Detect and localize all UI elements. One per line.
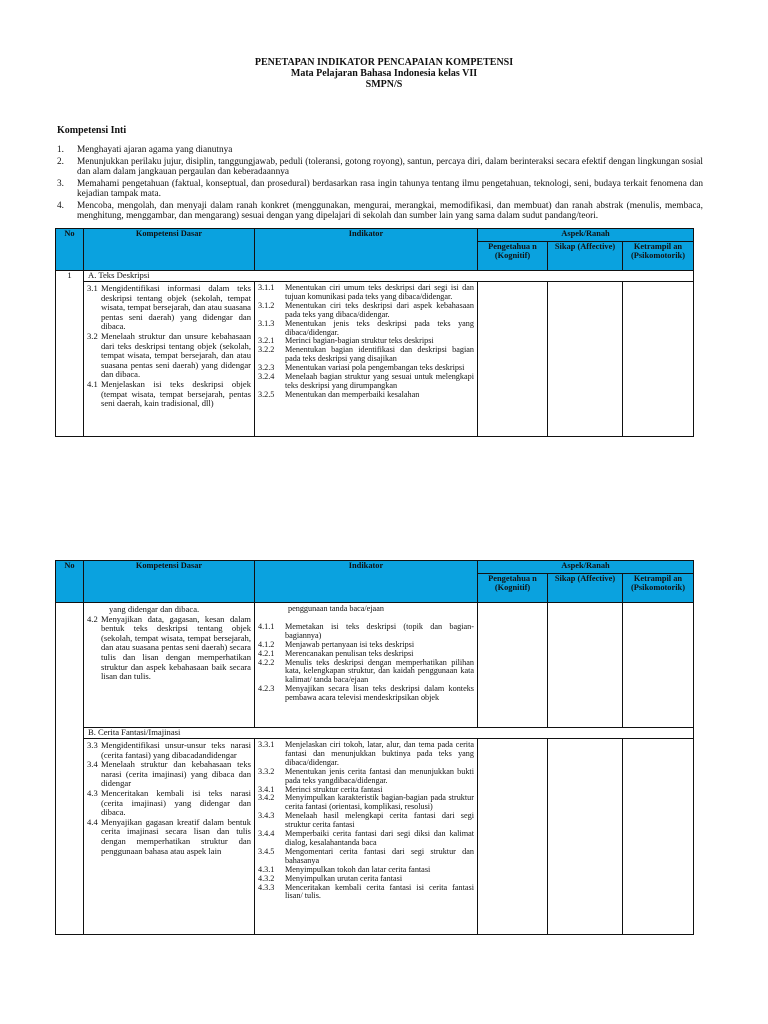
kd-number: 3.2 (87, 330, 98, 341)
ind-text: Merinci bagian-bagian struktur teks deskripsi (285, 336, 434, 346)
keterampilan-cell (623, 282, 694, 437)
ind-text: Menyimpulkan urutan cerita fantasi (285, 873, 403, 883)
header-indikator: Indikator (255, 229, 478, 271)
ind-number: 4.2.2 (258, 657, 275, 667)
kompetensi-dasar-cell (84, 603, 255, 728)
kompetensi-inti-item (57, 157, 703, 178)
kd-text: Menyajikan data, gagasan, kesan dalam bentuk teks deskripsi tentang objek (sekolah, tempat wisata, tempat bersejarah, dan atau suasana pentas seni daerah) secara tulis dan lisan dengan memperhatikan struktur dan aspek kebahasaan baik secara lisan dan tulis. (101, 613, 251, 682)
kd-item (87, 741, 251, 760)
ind-number: 3.1.3 (258, 318, 275, 328)
ind-continuation: penggunaan tanda baca/ejaan (288, 604, 384, 613)
kd-number: 3.3 (87, 740, 98, 750)
document-header (0, 57, 768, 90)
kd-text: Menelaah struktur dan unsure kebahasaan dari teks deskripsi tentang objek (sekolah, tempat wisata, tempat bersejarah, dan atau suasana pentas seni daerah) yang didengar dan dibaca. (101, 330, 251, 380)
kd-item (87, 332, 251, 380)
ind-number: 4.2.1 (258, 648, 275, 658)
indikator-cell (255, 603, 478, 728)
kd-item (87, 284, 251, 332)
ind-number: 4.2.3 (258, 684, 275, 694)
document-title: PENETAPAN INDIKATOR PENCAPAIAN KOMPETENSI (254, 57, 514, 68)
indikator-item (258, 848, 474, 866)
keterampilan-cell (623, 739, 694, 935)
ki-number: 2. (57, 156, 64, 167)
ind-text: Menyimpulkan tokoh dan latar cerita fantasi (285, 864, 431, 874)
indikator-item (258, 812, 474, 830)
ind-text: Menelaah bagian struktur yang sesuai untuk melengkapi teks deskripsi yang dirumpangkan (285, 372, 474, 390)
kd-item (87, 760, 251, 789)
ki-text: Memahami pengetahuan (faktual, konseptual, dan prosedural) berdasarkan rasa ingin tahunya tentang ilmu pengetahuan, teknologi, seni, budaya terkait fenomena dan kejadian tampak mata. (77, 178, 703, 199)
kompetensi-dasar-cell (84, 282, 255, 437)
indikator-cell (255, 739, 478, 935)
header-aspek-ranah: Aspek/Ranah (478, 561, 694, 574)
ki-text: Mencoba, mengolah, dan menyaji dalam ranah konkret (menggunakan, mengurai, merangkai, memodifikasi, dan membuat) dan ranah abstrak (menulis, membaca, menghitung, menggambar, dan mengarang) sesuai dengan yang dipelajari di sekolah dan sumber lain yang sama dalam sudut pandang/teori. (77, 200, 703, 221)
indikator-item (258, 373, 474, 391)
kd-number: 4.1 (87, 378, 98, 389)
header-no: No (56, 561, 84, 603)
ind-number: 4.3.2 (258, 873, 275, 883)
kd-number: 4.4 (87, 816, 98, 827)
kompetensi-inti-title: Kompetensi Inti (57, 125, 127, 136)
kd-text: Menyajikan gagasan kreatif dalam bentuk cerita imajinasi secara lisan dan tulis dengan memperhatikan struktur dan penggunaan bahasa atau aspek lain (101, 816, 251, 856)
ind-number: 3.4.4 (258, 829, 275, 839)
indikator-cell (255, 282, 478, 437)
indikator-item (258, 659, 474, 686)
indicator-table-1 (55, 228, 694, 437)
kompetensi-dasar-cell (84, 739, 255, 935)
ind-number: 3.3.1 (258, 740, 275, 749)
header-indikator: Indikator (255, 561, 478, 603)
ind-text: Menelaah hasil melengkapi cerita fantasi dari segi struktur cerita fantasi (285, 811, 474, 830)
kd-number: 3.4 (87, 759, 98, 770)
indikator-item (258, 284, 474, 302)
indikator-item (258, 794, 474, 812)
ind-text: Menyimpulkan karakteristik bagian-bagian pada struktur cerita fantasi (orientasi, komplikasi, resolusi) (285, 793, 474, 812)
indikator-item (258, 302, 474, 320)
ind-text: Menentukan jenis teks deskripsi pada teks yang dibaca/didengar. (285, 318, 474, 337)
ki-text: Menghayati ajaran agama yang dianutnya (77, 145, 233, 155)
sikap-cell (548, 739, 623, 935)
kompetensi-inti-item (57, 145, 703, 156)
indikator-item (258, 623, 474, 641)
kd-number: 4.2 (87, 613, 98, 624)
indikator-item (258, 346, 474, 364)
kd-text: Menceritakan kembali isi teks narasi (cerita imajinasi) yang didengar dan dibaca. (101, 787, 251, 818)
indikator-item (258, 320, 474, 338)
ind-text: Menyajikan secara lisan teks deskripsi dalam konteks pembawa acara televisi mendeskripsikan objek (285, 684, 474, 703)
ki-number: 3. (57, 178, 64, 189)
ind-number: 4.1.2 (258, 639, 275, 649)
document-school: SMPN/S (365, 79, 403, 90)
ind-text: Mengomentari cerita fantasi dari segi struktur dan bahasanya (285, 846, 474, 865)
header-kompetensi-dasar: Kompetensi Dasar (84, 229, 255, 271)
ind-text: Merencanakan penulisan teks deskripsi (285, 648, 414, 658)
indikator-item (258, 741, 474, 768)
header-keterampilan: Ketrampil an (Psikomotorik) (623, 242, 694, 271)
ind-number: 3.3.2 (258, 766, 275, 776)
header-sikap: Sikap (Affective) (548, 242, 623, 271)
ind-text: Menentukan jenis cerita fantasi dan menunjukkan bukti pada teks yangdibaca/didengar. (285, 766, 474, 785)
ind-text: Menjelaskan ciri tokoh, latar, alur, dan tema pada cerita fantasi dan menunjukkan buktinya pada teks yang dibaca/didengar. (285, 740, 474, 767)
ind-text: Menceritakan kembali cerita fantasi isi cerita fantasi lisan/ tulis. (285, 882, 474, 901)
header-pengetahuan: Pengetahua n (Kognitif) (478, 242, 548, 271)
section-label: A. Teks Deskripsi (84, 271, 694, 282)
kd-number: 4.3 (87, 787, 98, 798)
ind-number: 3.2.2 (258, 345, 275, 355)
indicator-table-2 (55, 560, 694, 935)
kd-number: 3.1 (87, 283, 98, 293)
indikator-item (258, 884, 474, 902)
ind-number: 3.1.2 (258, 300, 275, 310)
ki-number: 1. (57, 145, 64, 155)
row-number (56, 603, 84, 935)
pengetahuan-cell (478, 739, 548, 935)
row-number: 1 (56, 271, 84, 437)
ind-text: Menentukan bagian identifikasi dan deskripsi bagian pada teks deskripsi yang disajikan (285, 345, 474, 364)
ind-text: Menjawab pertanyaan isi teks deskripsi (285, 639, 415, 649)
kd-item (87, 789, 251, 818)
sikap-cell (548, 282, 623, 437)
header-kompetensi-dasar: Kompetensi Dasar (84, 561, 255, 603)
ki-text: Menunjukkan perilaku jujur, disiplin, tanggungjawab, peduli (toleransi, gotong royong), santun, percaya diri, dalam berinteraksi secara efektif dengan lingkungan sosial dan alam dalam jangkauan pergaulan dan keberadaannya (77, 156, 703, 177)
header-keterampilan: Ketrampil an (Psikomotorik) (623, 574, 694, 603)
header-no: No (56, 229, 84, 271)
ind-number: 3.2.5 (258, 389, 275, 399)
ind-number: 3.4.2 (258, 793, 275, 803)
ind-number: 3.2.4 (258, 372, 275, 382)
ind-number: 3.4.1 (258, 784, 275, 794)
kd-item (87, 818, 251, 856)
kd-item (87, 380, 251, 409)
ind-text: Menentukan ciri teks deskripsi dari aspek kebahasaan pada teks yang dibaca/didengar. (285, 300, 474, 319)
header-pengetahuan: Pengetahua n (Kognitif) (478, 574, 548, 603)
indikator-item (258, 830, 474, 848)
ind-text: Menentukan dan memperbaiki kesalahan (285, 389, 420, 399)
header-aspek-ranah: Aspek/Ranah (478, 229, 694, 242)
pengetahuan-cell (478, 282, 548, 437)
ind-text: Menentukan variasi pola pengembangan teks deskripsi (285, 363, 465, 373)
ind-text: Memperbaiki cerita fantasi dari segi diksi dan kalimat dialog, kesalahantanda baca (285, 829, 474, 847)
ind-text: Merinci struktur cerita fantasi (285, 784, 383, 794)
ind-number: 3.4.3 (258, 811, 275, 821)
section-label: B. Cerita Fantasi/Imajinasi (84, 728, 694, 739)
kd-item (87, 615, 251, 682)
ind-number: 4.3.1 (258, 864, 275, 874)
kompetensi-inti-item (57, 201, 703, 222)
document-subtitle: Mata Pelajaran Bahasa Indonesia kelas VII (290, 68, 478, 79)
kompetensi-inti-item (57, 179, 703, 200)
indikator-item (258, 768, 474, 786)
indikator-item (258, 391, 474, 400)
kd-text: Mengidentifikasi unsur-unsur teks narasi (cerita fantasi) yang dibacadandidengar (101, 740, 251, 760)
kd-text: Menelaah struktur dan kebahasaan teks narasi (cerita imajinasi) yang dibaca dan didengar (101, 759, 251, 789)
ind-text: Memetakan isi teks deskripsi (topik dan bagian-bagiannya) (285, 621, 474, 640)
kompetensi-inti-list (57, 145, 703, 223)
ind-text: Menulis teks deskripsi dengan memperhatikan pilihan kata, kelengkapan struktur, dan kaidah penggunaan kata kalimat/ tanda baca/ejaan (285, 657, 474, 685)
header-sikap: Sikap (Affective) (548, 574, 623, 603)
kd-continuation: yang didengar dan dibaca. (109, 604, 200, 614)
ind-number: 3.2.1 (258, 336, 275, 346)
ind-number: 3.1.1 (258, 283, 275, 292)
ind-text: Menentukan ciri umum teks deskripsi dari segi isi dan tujuan komunikasi pada teks yang dibaca/didengar. (285, 283, 474, 301)
indikator-item (258, 685, 474, 703)
ki-number: 4. (57, 200, 64, 211)
kd-text: Mengidentifikasi informasi dalam teks deskripsi tentang objek (sekolah, tempat wisata, tempat bersejarah, dan atau suasana pentas seni daerah) yang didengar dan dibaca. (101, 283, 251, 332)
keterampilan-cell (623, 603, 694, 728)
pengetahuan-cell (478, 603, 548, 728)
ind-number: 4.3.3 (258, 882, 275, 892)
ind-number: 3.4.5 (258, 846, 275, 856)
ind-number: 3.2.3 (258, 363, 275, 373)
sikap-cell (548, 603, 623, 728)
kd-text: Menjelaskan isi teks deskripsi objek (tempat wisata, tempat bersejarah, pentas seni daerah, kain tradisional, dll) (101, 378, 251, 409)
ind-number: 4.1.1 (258, 621, 275, 631)
